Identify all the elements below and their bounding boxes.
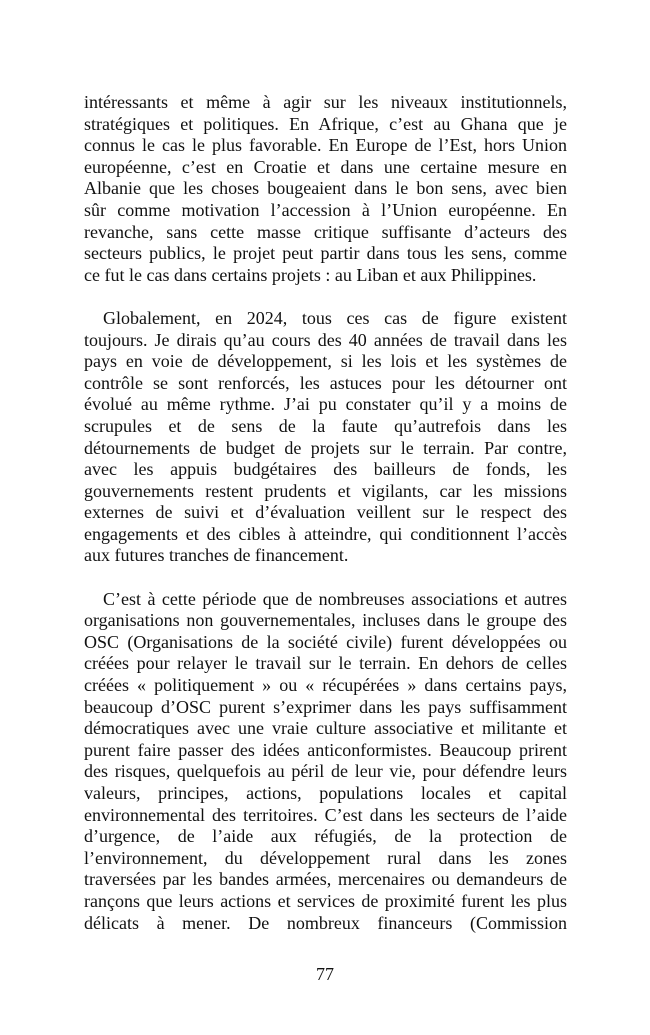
text-line: beaucoup d’OSC purent s’exprimer dans les pays suffisamment bbox=[84, 696, 567, 717]
text-line: secteurs publics, le projet peut partir dans tous les sens, comme bbox=[84, 243, 567, 264]
text-line: valeurs, principes, actions, populations locales et capital bbox=[84, 783, 567, 803]
text-line: Globalement, en 2024, tous ces cas de figure existent bbox=[103, 307, 567, 328]
paragraph-1 bbox=[84, 92, 567, 286]
text-line: purent faire passer des idées anticonformistes. Beaucoup prirent bbox=[84, 739, 567, 760]
text-line: intéressants et même à agir sur les niveaux institutionnels, bbox=[84, 92, 567, 112]
text-line: gouvernements restent prudents et vigilants, car les missions bbox=[84, 480, 567, 501]
text-line: aux futures tranches de financement. bbox=[84, 545, 349, 566]
text-line: toujours. Je dirais qu’au cours des 40 années de travail dans les bbox=[84, 329, 567, 350]
text-line: européenne, c’est en Croatie et dans une certaine mesure en bbox=[84, 156, 567, 177]
text-line: stratégiques et politiques. En Afrique, c’est au Ghana que je bbox=[84, 113, 567, 134]
text-line: environnemental des territoires. C’est dans les secteurs de l’aide bbox=[84, 804, 567, 825]
text-line: externes de suivi et d’évaluation veillent sur le respect des bbox=[84, 502, 567, 523]
text-line: sûr comme motivation l’accession à l’Union européenne. En bbox=[84, 199, 567, 220]
text-line: engagements et des cibles à atteindre, qui conditionnent l’accès bbox=[84, 523, 567, 544]
text-line: délicats à mener. De nombreux financeurs (Commission bbox=[84, 912, 567, 933]
text-line: évolué au même rythme. J’ai pu constater qu’il y a moins de bbox=[84, 394, 567, 415]
text-line: avec les appuis budgétaires des bailleurs de fonds, les bbox=[84, 459, 567, 480]
text-line: ce fut le cas dans certains projets : au Liban et aux Philippines. bbox=[84, 264, 537, 285]
text-line: revanche, sans cette masse critique suffisante d’acteurs des bbox=[84, 221, 567, 242]
text-line: traversées par les bandes armées, mercenaires ou demandeurs de bbox=[84, 869, 567, 890]
text-line: détournements de budget de projets sur le terrain. Par contre, bbox=[84, 437, 567, 458]
paragraph-spacer bbox=[84, 567, 567, 589]
text-line: créées « politiquement » ou « récupérées » dans certains pays, bbox=[84, 675, 567, 696]
page-number: 77 bbox=[316, 964, 334, 984]
text-line: d’urgence, de l’aide aux réfugiés, de la protection de bbox=[84, 826, 567, 847]
paragraph-spacer bbox=[84, 286, 567, 308]
text-line: des risques, quelquefois au péril de leur vie, pour défendre leurs bbox=[84, 761, 567, 782]
body-text bbox=[84, 92, 567, 934]
text-line: créées pour relayer le travail sur le terrain. En dehors de celles bbox=[84, 653, 567, 674]
paragraph-2 bbox=[84, 308, 567, 567]
text-line: l’environnement, du développement rural dans les zones bbox=[84, 847, 567, 868]
text-line: scrupules et de sens de la faute qu’autrefois dans les bbox=[84, 415, 567, 436]
text-line: rançons que leurs actions et services de proximité furent les plus bbox=[84, 890, 567, 911]
text-line: C’est à cette période que de nombreuses associations et autres bbox=[103, 588, 567, 609]
text-line: démocratiques avec une vraie culture associative et militante et bbox=[84, 718, 567, 739]
paragraph-3 bbox=[84, 589, 567, 935]
text-line: connus le cas le plus favorable. En Europe de l’Est, hors Union bbox=[84, 135, 567, 156]
text-line: Albanie que les choses bougeaient dans le bon sens, avec bien bbox=[84, 178, 567, 199]
text-line: OSC (Organisations de la société civile) furent développées ou bbox=[84, 631, 567, 652]
text-line: organisations non gouvernementales, incluses dans le groupe des bbox=[84, 610, 567, 631]
text-line: contrôle se sont renforcés, les astuces pour les détourner ont bbox=[84, 372, 567, 393]
text-line: pays en voie de développement, si les lois et les systèmes de bbox=[84, 351, 567, 372]
